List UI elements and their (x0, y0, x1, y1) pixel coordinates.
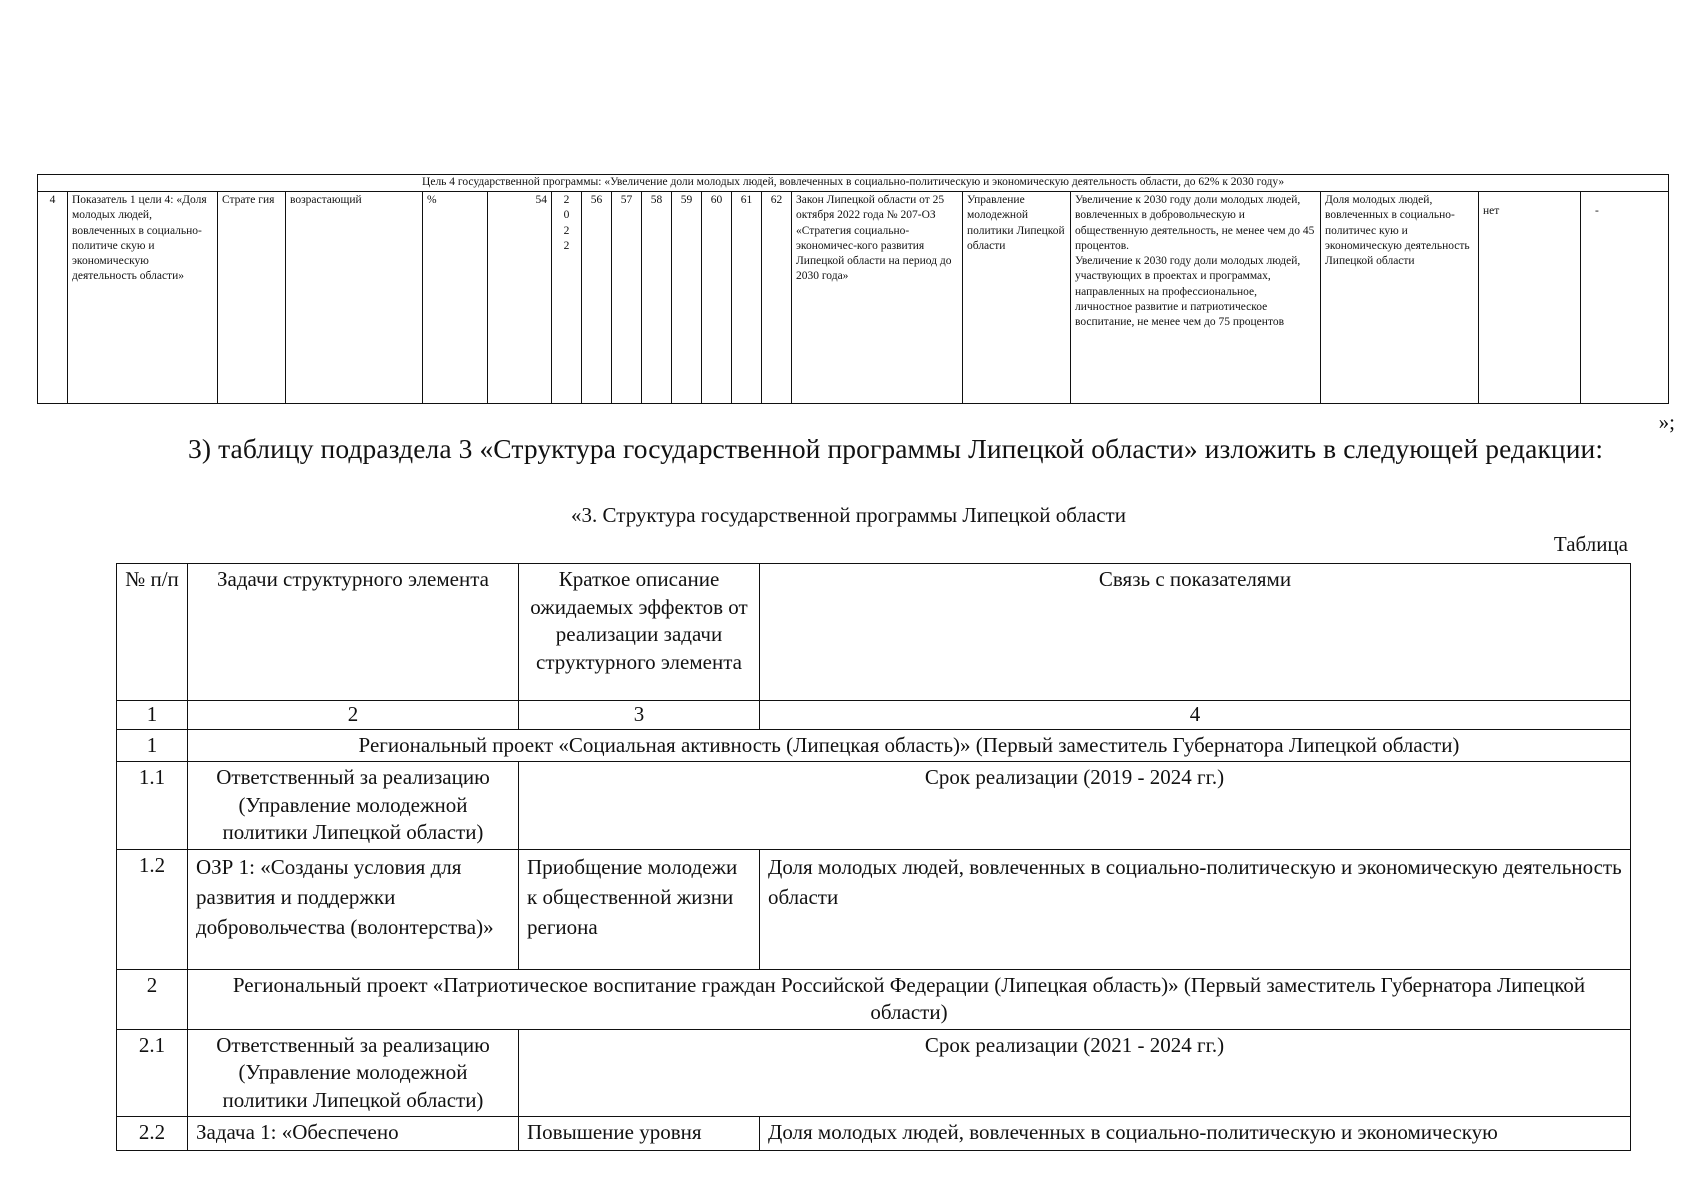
indicator-name: Показатель 1 цели 4: «Доля молодых людей, вовлеченных в социально-политиче скую и экономическую деятельность области» (68, 192, 218, 404)
row-number: 4 (38, 192, 68, 404)
task-cell: ОЗР 1: «Созданы условия для развития и поддержки добровольчества (волонтерства)» (188, 849, 519, 969)
effect-cell: Повышение уровня (519, 1117, 760, 1151)
col-number: 4 (760, 701, 1631, 730)
year-value: 62 (762, 192, 792, 404)
table-row (117, 969, 1631, 1029)
year-value: 56 (582, 192, 612, 404)
table-row (117, 1029, 1631, 1117)
amendment-text: 3) таблицу подраздела 3 «Структура государственной программы Липецкой области» изложить в следующей редакции: (188, 433, 1604, 464)
row-num: 1.1 (117, 762, 188, 850)
year-value: 58 (642, 192, 672, 404)
header-effects: Краткое описание ожидаемых эффектов от реализации задачи структурного элемента (519, 564, 760, 701)
col-number: 3 (519, 701, 760, 730)
national-goal-2: Увеличение к 2030 году доли молодых людей, участвующих в проектах и программах, направленных на профессиональное, личностное развитие и патриотическое воспитание, не менее чем до 75 процентов (1075, 255, 1301, 329)
table-row (38, 192, 1669, 404)
col-number: 2 (188, 701, 519, 730)
indicator-trend: возрастающий (286, 192, 423, 404)
base-year-digit: 2 (563, 239, 570, 252)
year-value: 57 (612, 192, 642, 404)
link-cell: Доля молодых людей, вовлеченных в социально-политическую и экономическую (760, 1117, 1631, 1151)
responsible-body: Управление молодежной политики Липецкой области (963, 192, 1071, 404)
indicator-unit: % (423, 192, 488, 404)
base-year-digit: 2 (563, 224, 570, 237)
row-num: 1 (117, 729, 188, 762)
goal-row: Цель 4 государственной программы: «Увеличение доли молодых людей, вовлеченных в социально-политическую и экономическую деятельность области, до 62% к 2030 году» (38, 175, 1669, 192)
base-year-digit: 2 (563, 194, 570, 206)
national-goals (1071, 192, 1321, 404)
linked-indicator: Доля молодых людей, вовлеченных в социально-политичес кую и экономическую деятельность Липецкой области (1321, 192, 1479, 404)
header-tasks: Задачи структурного элемента (188, 564, 519, 701)
table-label: Таблица (1553, 532, 1628, 556)
base-year-digit: 0 (563, 209, 570, 222)
base-value: 54 (488, 192, 552, 404)
term-cell: Срок реализации (2021 - 2024 гг.) (519, 1029, 1631, 1117)
table-row (117, 762, 1631, 850)
year-value: 59 (672, 192, 702, 404)
table-row (117, 849, 1631, 969)
header-links: Связь с показателями (760, 564, 1631, 701)
project-title: Региональный проект «Социальная активность (Липецкая область)» (Первый заместитель Губернатора Липецкой области) (188, 729, 1631, 762)
indicator-table (37, 174, 1669, 404)
header-row (117, 564, 1631, 701)
info-system: нет (1479, 192, 1581, 404)
row-num: 2.2 (117, 1117, 188, 1151)
task-cell: Задача 1: «Обеспечено (188, 1117, 519, 1151)
year-value: 60 (702, 192, 732, 404)
responsible-cell: Ответственный за реализацию (Управление молодежной политики Липецкой области) (188, 1029, 519, 1117)
col-number: 1 (117, 701, 188, 730)
national-goal-1: Увеличение к 2030 году доли молодых людей, вовлеченных в добровольческую и общественную деятельность, не менее чем до 45 процентов. (1075, 194, 1315, 252)
indicator-level: Страте гия (218, 192, 286, 404)
link-cell: Доля молодых людей, вовлеченных в социально-политическую и экономическую деятельность области (760, 849, 1631, 969)
responsible-cell: Ответственный за реализацию (Управление молодежной политики Липецкой области) (188, 762, 519, 850)
base-document: Закон Липецкой области от 25 октября 2022 года № 207-ОЗ «Стратегия социально-экономичес-кого развития Липецкой области на период до 2030 года» (792, 192, 963, 404)
table-row (117, 1117, 1631, 1151)
project-title: Региональный проект «Патриотическое воспитание граждан Российской Федерации (Липецкая область)» (Первый заместитель Губернатора Липецкой области) (188, 969, 1631, 1029)
table-row (117, 729, 1631, 762)
row-num: 2 (117, 969, 188, 1029)
header-num: № п/п (117, 564, 188, 701)
row-num: 1.2 (117, 849, 188, 969)
structure-table (116, 563, 1631, 1151)
column-numbers-row (117, 701, 1631, 730)
year-value: 61 (732, 192, 762, 404)
closing-quote: »; (1658, 410, 1675, 434)
extra-field: - (1581, 192, 1669, 404)
section-title: «3. Структура государственной программы Липецкой области (571, 503, 1126, 527)
amendment-paragraph (112, 430, 1627, 468)
effect-cell: Приобщение молодежи к общественной жизни региона (519, 849, 760, 969)
base-year (552, 192, 582, 404)
term-cell: Срок реализации (2019 - 2024 гг.) (519, 762, 1631, 850)
row-num: 2.1 (117, 1029, 188, 1117)
